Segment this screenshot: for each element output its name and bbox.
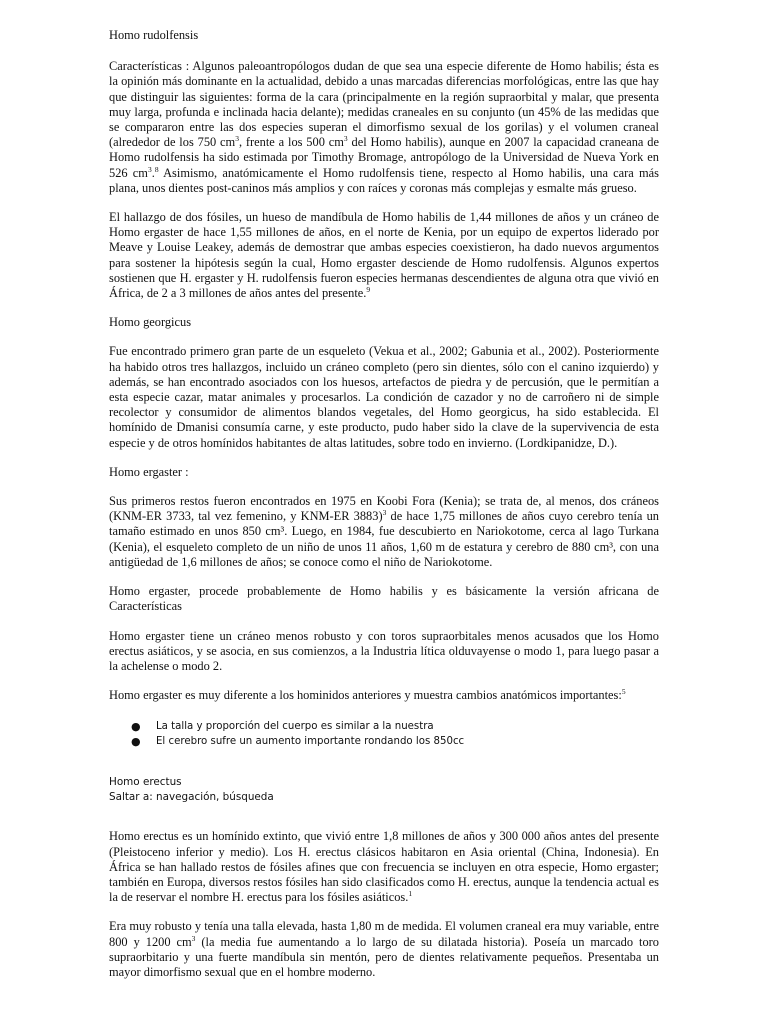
paragraph-rudolfensis-caracteristicas: Características : Algunos paleoantropólogos dudan de que sea una especie diferente de Homo habilis; ésta es la opinión más dominante en la actualidad, debido a unas marcadas diferencias morfológicas, entre las que hay que distinguir las siguientes: forma de la cara (principalmente en la región supraorbital y malar, que presenta muy larga, profunda e inclinada hacia delante); medidas craneales en su conjunto (un 45% de las medidas que se compararon entre las dos especies superan el dimorfismo sexual de los gorilas) y el volumen craneal (alrededor de los 750 $cm^3$, frente a los 500 $cm^3$ del Homo habilis), aunque en 2007 la capacidad craneana de Homo rudolfensis ha sido estimada por Timothy Bromage, antropólogo de la Universidad de Nueva York en 526 $cm^3.^8$ Asimismo, anatómicamente el Homo rudolfensis tiene, respecto al Homo habilis, una cara más plana, unos dientes post-caninos más amplios y con raíces y coronas más complejas y esmalte más grueso. xyxy=(109,59,659,195)
paragraph-ergaster-restos: Sus primeros restos fueron encontrados en 1975 en Koobi Fora (Kenia); se trata de, al menos, dos cráneos (KNM-ER 3733, tal vez femenino, y KNM-ER 3883)$^3$ de hace 1,75 millones de años cuyo cerebro tenía un tamaño estimado en unos 850 cm³. Luego, en 1984, fue descubierto en Nariokotome, cerca al lago Turkana (Kenia), el esqueleto completo de un niño de unos 11 años, 1,60 m de estatura y cerebro de 880 cm³, con una antigüedad de 1,6 millones de años; se conoce como el niño de Nariokotome. xyxy=(109,494,659,569)
document-page xyxy=(109,28,659,980)
paragraph-ergaster-cambios: Homo ergaster es muy diferente a los hominidos anteriores y muestra cambios anatómicos importantes:$^5$ xyxy=(109,686,626,703)
paragraph-ergaster-craneo: Homo ergaster tiene un cráneo menos robusto y con toros supraorbitales menos acusados que los Homo erectus asiáticos, y se asocia, en sus comienzos, a la Industria lítica olduvayense o modo 1, para luego pasar a la achelense o modo 2. xyxy=(109,628,659,673)
list-item: ● La talla y proporción del cuerpo es similar a la nuestra xyxy=(131,720,434,734)
bullet-icon: ● xyxy=(131,735,141,749)
heading-homo-georgicus: Homo georgicus xyxy=(109,315,192,330)
paragraph-ergaster-procede: Homo ergaster, procede probablemente de Homo habilis y es básicamente la versión africana de Características xyxy=(109,584,659,614)
paragraph-erectus-robusto: Era muy robusto y tenía una talla elevada, hasta 1,80 m de medida. El volumen craneal era muy variable, entre 800 y 1200 $cm^3$ (la media fue aumentando a lo largo de su dilatada historia). Poseía un marcado toro supraorbitario y una fuerte mandíbula sin mentón, pero de dientes relativamente pequeños. Presentaba un mayor dimorfismo sexual que en el hombre moderno. xyxy=(109,919,659,979)
heading-homo-erectus: Homo erectus xyxy=(109,776,182,789)
heading-homo-ergaster: Homo ergaster : xyxy=(109,464,189,479)
heading-homo-rudolfensis: Homo rudolfensis xyxy=(109,28,199,42)
bullet-list xyxy=(109,719,659,749)
paragraph-rudolfensis-hallazgo: El hallazgo de dos fósiles, un hueso de mandíbula de Homo habilis de 1,44 millones de años y un cráneo de Homo ergaster de hace 1,55 millones de años, en el norte de Kenia, por un equipo de expertos liderado por Meave y Louise Leakey, además de demostrar que ambas especies coexistieron, ha dado nuevos argumentos para sostener la hipótesis según la cual, Homo ergaster desciende de Homo rudolfensis. Algunos expertos sostienen que H. ergaster y H. rudolfensis fueron especies hermanas descendientes de alguna otra que vivió en África, de 2 a 3 millones de años antes del presente.$^9$ xyxy=(109,210,659,301)
paragraph-erectus-intro: Homo erectus es un homínido extinto, que vivió entre 1,8 millones de años y 300 000 años antes del presente (Pleistoceno inferior y medio). Los H. erectus clásicos habitaron en Asia oriental (China, Indonesia). En África se han hallado restos de fósiles afines que con frecuencia se incluyen en otra especie, Homo ergaster; también en Europa, diversos restos fósiles han sido clasificados como H. erectus, aunque la tendencia actual es la de reservar el nombre H. erectus para los fósiles asiáticos.$^1$ xyxy=(109,829,659,905)
saltar-navigation-text: Saltar a: navegación, búsqueda xyxy=(109,791,274,804)
paragraph-georgicus: Fue encontrado primero gran parte de un esqueleto (Vekua et al., 2002; Gabunia et al., 2002). Posteriormente ha habido otros tres hallazgos, incluido un cráneo completo (pero sin dientes, sólo con el canino izquierdo) y además, se han encontrado asociados con los huesos, artefactos de piedra y de percusión, que le permitían a esta especie cazar, matar animales y procesarlos. La condición de cazador y no de carroñero ni de simple recolector y consumidor de alimentos blandos vegetales, del Homo georgicus, ha sido establecida. El homínido de Dmanisi consumía carne, y este producto, pudo haber sido la clave de la supervivencia de esta especie y de otros homínidos habitantes de altas latitudes, sobre todo en invierno. (Lordkipanidze, D.). xyxy=(109,344,659,450)
bullet-icon: ● xyxy=(131,720,141,734)
list-item: ● El cerebro sufre un aumento importante rondando los 850cc xyxy=(131,735,465,749)
